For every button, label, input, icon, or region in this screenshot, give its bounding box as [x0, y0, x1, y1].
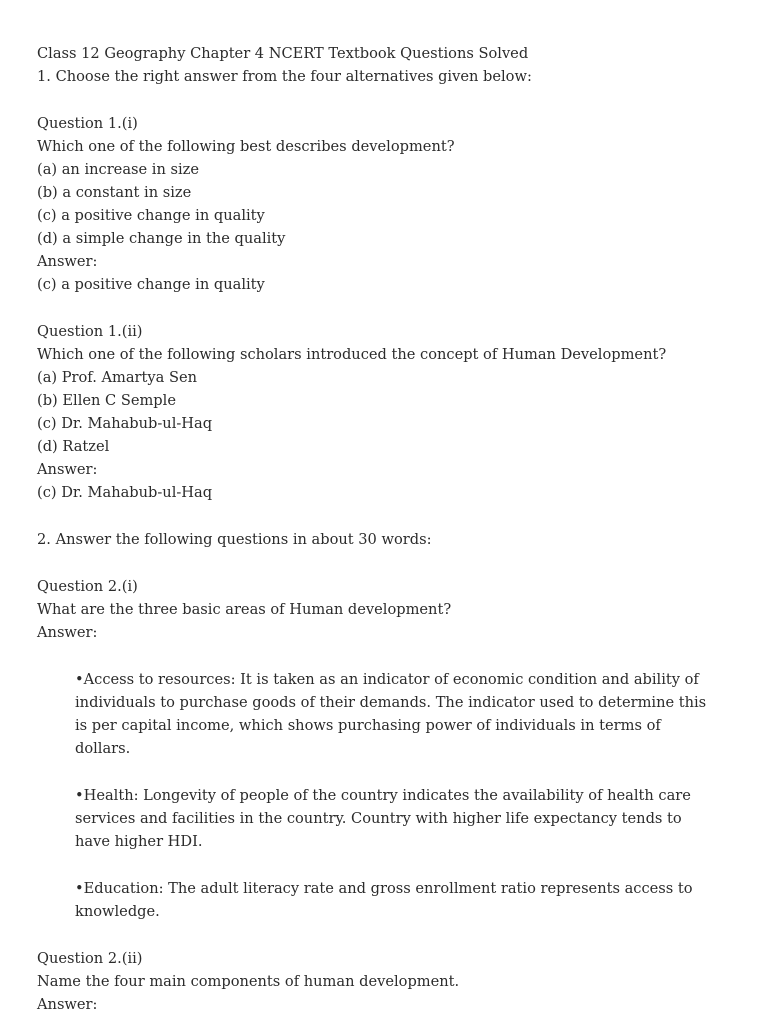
option-a: (a) an increase in size [37, 161, 199, 178]
question-1-ii-text: Which one of the following scholars introduced the concept of Human Development? [37, 346, 667, 363]
spacer [37, 853, 737, 877]
option-c: (c) Dr. Mahabub-ul-Haq [37, 415, 213, 432]
question-2-i-text: What are the three basic areas of Human development? [37, 601, 452, 618]
question-1-i-text: Which one of the following best describes development? [37, 138, 455, 155]
answer-text: (c) a positive change in quality [37, 276, 265, 293]
document-page [37, 42, 737, 1016]
option-c: (c) a positive change in quality [37, 207, 265, 224]
spacer [37, 644, 737, 668]
option-a: (a) Prof. Amartya Sen [37, 369, 198, 386]
answer-label: Answer: [37, 461, 98, 478]
spacer [37, 551, 737, 575]
spacer [37, 760, 737, 784]
answer-label: Answer: [37, 253, 98, 270]
section-2-heading: 2. Answer the following questions in about 30 words: [37, 531, 432, 548]
option-d: (d) Ratzel [37, 438, 110, 455]
answer-text: (c) Dr. Mahabub-ul-Haq [37, 484, 213, 501]
question-1-i-label: Question 1.(i) [37, 115, 138, 132]
section-1-heading: 1. Choose the right answer from the four alternatives given below: [37, 68, 532, 85]
answer-label: Answer: [37, 624, 98, 641]
spacer [37, 88, 737, 112]
answer-bullet-education: •Education: The adult literacy rate and gross enrollment ratio represents access to knowledge. [75, 880, 693, 920]
document-title: Class 12 Geography Chapter 4 NCERT Textbook Questions Solved [37, 45, 529, 62]
answer-label: Answer: [37, 996, 98, 1013]
question-2-ii-label: Question 2.(ii) [37, 950, 143, 967]
answer-bullet-resources: •Access to resources: It is taken as an indicator of economic condition and ability of individuals to purchase goods of their demands. The indicator used to determine this is per capital income, which shows purchasing power of individuals in terms of dollars. [75, 671, 707, 757]
option-d: (d) a simple change in the quality [37, 230, 286, 247]
spacer [37, 504, 737, 528]
option-b: (b) a constant in size [37, 184, 192, 201]
question-2-i-label: Question 2.(i) [37, 578, 138, 595]
spacer [37, 923, 737, 947]
question-2-ii-text: Name the four main components of human development. [37, 973, 460, 990]
option-b: (b) Ellen C Semple [37, 392, 176, 409]
answer-bullet-health: •Health: Longevity of people of the country indicates the availability of health care services and facilities in the country. Country with higher life expectancy tends to have higher HDI. [75, 787, 691, 850]
question-1-ii-label: Question 1.(ii) [37, 323, 143, 340]
spacer [37, 296, 737, 320]
